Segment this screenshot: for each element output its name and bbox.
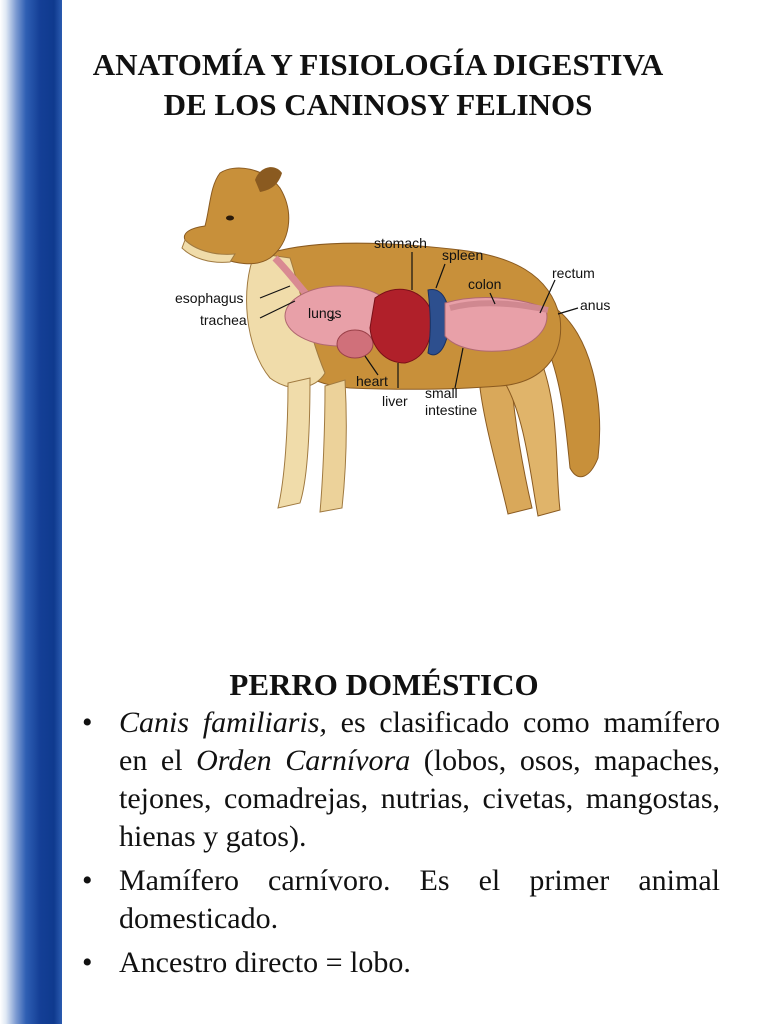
- label-colon: colon: [468, 276, 502, 292]
- label-trachea: trachea: [200, 312, 247, 328]
- species-name: Canis familiaris,: [119, 706, 327, 739]
- label-anus: anus: [580, 297, 611, 313]
- label-heart: heart: [356, 373, 388, 389]
- label-liver: liver: [382, 393, 408, 409]
- bullet-text: Mamífero carnívoro. Es el primer animal domesticado.: [119, 864, 720, 935]
- dog-front-leg: [278, 378, 310, 508]
- dog-eye: [226, 216, 234, 221]
- bullet-item-classification: [82, 704, 720, 856]
- dog-anatomy-drawing: [160, 158, 620, 538]
- bullet-text: es clasificado como mamífero en el: [119, 706, 720, 777]
- heart-shape: [337, 330, 373, 358]
- bullet-glyph: •: [82, 946, 93, 979]
- label-small: small: [425, 385, 458, 401]
- bullet-list: [82, 704, 720, 988]
- liver-shape: [370, 289, 432, 363]
- bullet-text: (lobos, osos, mapaches, tejones, comadrejas, nutrias, civetas, mangostas, hienas y gatos).: [119, 744, 720, 853]
- bullet-glyph: •: [82, 864, 93, 897]
- section-title: PERRO DOMÉSTICO: [229, 666, 539, 702]
- dog-front-leg-near: [320, 380, 346, 512]
- label-intestine: intestine: [425, 402, 478, 418]
- decorative-blue-sidebar: [0, 0, 62, 1024]
- bullet-item-ancestor: [82, 944, 720, 982]
- order-name: Orden Carnívora: [196, 744, 411, 777]
- bullet-text: Ancestro directo = lobo.: [119, 946, 411, 979]
- label-spleen: spleen: [442, 247, 484, 263]
- label-lungs: lungs: [308, 305, 342, 321]
- label-esophagus: esophagus: [175, 290, 244, 306]
- page-title: ANATOMÍA Y FISIOLOGÍA DIGESTIVA DE LOS CANINOSY FELINOS: [92, 46, 664, 122]
- bullet-glyph: •: [82, 706, 93, 739]
- label-rectum: rectum: [552, 265, 595, 281]
- bullet-item-carnivore: [82, 862, 720, 938]
- dog-anatomy-illustration: [160, 158, 620, 538]
- label-stomach: stomach: [374, 235, 427, 251]
